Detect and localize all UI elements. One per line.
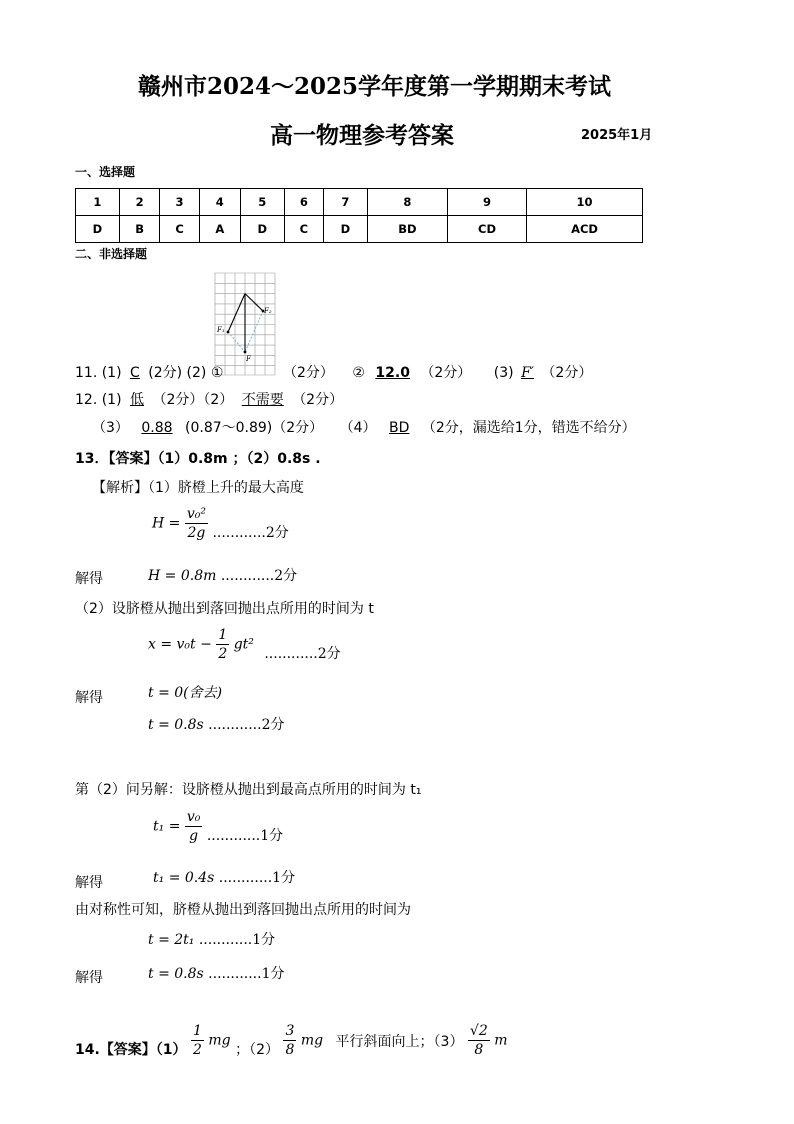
q13-eq5-text: t = 0.8s: [148, 717, 204, 733]
q13-eq6-fraction: [185, 808, 203, 845]
q12-answer4: BD: [389, 420, 410, 436]
answer-cell: D: [240, 216, 284, 243]
question-number: 7: [323, 189, 367, 216]
q13-eq3-lhs: x = v₀t −: [148, 636, 212, 653]
answer-cell: C: [160, 216, 199, 243]
q13-analysis: 【解析】（1）脐橙上升的最大高度: [92, 480, 304, 496]
q11-score2: （2分）: [283, 365, 334, 381]
answer-cell: A: [199, 216, 240, 243]
q11-number: 11.: [75, 365, 98, 381]
q13-symmetry: 由对称性可知，脐橙从抛出到落回抛出点所用的时间为: [75, 902, 411, 918]
q11-part2: (2): [186, 365, 207, 381]
q13-eq3-fraction: [216, 626, 229, 663]
q13-eq3: [148, 626, 341, 663]
q13-solve-label1: 解得: [75, 571, 103, 587]
q12-score4: （2分，漏选给1分，错选不给分）: [421, 420, 636, 436]
q14-line: [75, 1022, 507, 1059]
q12-answer2: 不需要: [241, 392, 284, 408]
q12-answer1: 低: [130, 392, 144, 408]
q13-eq1-num: v₀²: [186, 506, 206, 522]
q12-part3: （3）: [92, 420, 129, 436]
q14-f2-den: 8: [285, 1042, 295, 1058]
q13-solve-label3: 解得: [75, 875, 103, 891]
force-diagram: [214, 272, 276, 376]
vector-f1: [228, 294, 245, 332]
q12-score2: （2分）: [292, 392, 344, 408]
q14-f3-den: 8: [474, 1042, 484, 1058]
q13-eq2: [148, 565, 297, 585]
answer-table-header-row: [76, 189, 643, 216]
q14-f3-tail: m: [494, 1032, 508, 1049]
q13-eq9-text: t = 0.8s: [148, 966, 204, 982]
date: 2025年1月: [581, 128, 653, 143]
q11-answer2: 12.0: [375, 365, 410, 381]
q13-eq9-score: ............1分: [208, 966, 285, 982]
q11-part1: (1): [101, 365, 122, 381]
q13-eq3-num: 1: [218, 627, 228, 643]
title-line1: 赣州市2024～2025学年度第一学期期末考试: [138, 73, 612, 100]
q14-mid: 平行斜面向上；（3）: [335, 1033, 464, 1050]
q13-eq1: [152, 505, 289, 542]
q11-line-cont: [283, 362, 592, 382]
q14-sep1: ；（2）: [235, 1042, 279, 1058]
q13-eq5-score: ............2分: [208, 717, 285, 733]
q14-f3-num: √2: [469, 1023, 488, 1039]
answer-cell: C: [284, 216, 323, 243]
q14-label: 14.【答案】（1）: [75, 1042, 187, 1058]
q12-line2: [92, 417, 636, 437]
section-heading-choice: 一、选择题: [75, 165, 136, 179]
q13-eq7-text: t₁ = 0.4s: [153, 870, 215, 886]
question-number: 1: [76, 189, 120, 216]
q13-eq1-lhs: H =: [152, 515, 181, 532]
q13-eq6: [153, 808, 283, 845]
label-f2: F₂: [264, 307, 272, 315]
q13-eq7-score: ............1分: [218, 870, 296, 886]
answer-table: [75, 188, 643, 243]
answer-cell: D: [323, 216, 367, 243]
q14-fraction3: [468, 1022, 490, 1059]
q13-answer: 13．【答案】（1）0.8m ；（2）0.8s .: [75, 451, 321, 467]
label-f: F: [246, 355, 251, 363]
question-number: 6: [284, 189, 323, 216]
q13-eq1-score: ............2分: [212, 525, 289, 541]
q11-answer3: F′: [521, 365, 534, 381]
q13-eq6-den: g: [189, 828, 199, 844]
question-number: 4: [199, 189, 240, 216]
q11-circle1: ①: [210, 365, 224, 381]
q13-eq2-score: ............2分: [220, 568, 298, 584]
q11-score1: (2分): [148, 365, 183, 381]
q13-solve-label2: 解得: [75, 690, 103, 706]
q13-eq9: [148, 963, 284, 983]
q14-f1-den: 2: [193, 1042, 202, 1058]
question-number: 5: [240, 189, 284, 216]
answer-cell: BD: [367, 216, 447, 243]
answer-table-answer-row: [76, 216, 643, 243]
answer-cell: CD: [448, 216, 527, 243]
q13-eq1-den: 2g: [187, 525, 206, 541]
q13-eq8: [148, 929, 275, 949]
question-number: 10: [527, 189, 643, 216]
q13-eq3-score: ............2分: [264, 646, 341, 662]
q12-label: 12. (1): [75, 392, 122, 408]
q13-eq6-num: v₀: [186, 809, 201, 825]
q14-f2-num: 3: [285, 1023, 295, 1039]
vector-f2: [245, 294, 263, 311]
q11-score3: （2分）: [420, 365, 472, 381]
q12-score-part2: （2分）（2）: [152, 392, 234, 408]
question-number: 8: [367, 189, 447, 216]
q14-f1-num: 1: [193, 1023, 202, 1039]
question-number: 3: [160, 189, 199, 216]
q13-eq7: [153, 867, 295, 887]
question-number: 9: [448, 189, 527, 216]
q13-eq2-text: H = 0.8m: [148, 568, 217, 584]
q11-score4: （2分）: [541, 365, 593, 381]
q13-eq3-den: 2: [218, 646, 228, 662]
q12-answer3: 0.88: [141, 420, 173, 436]
q11-line: [75, 362, 223, 382]
q11-part3: (3): [493, 365, 514, 381]
force-vectors: [228, 294, 263, 352]
q12-part4: （4）: [339, 420, 377, 436]
label-f1: F₁: [217, 326, 225, 334]
q14-fraction1: [191, 1022, 204, 1059]
q13-eq3-rhs: gt²: [233, 636, 254, 653]
q13-alt: 第（2）问另解：设脐橙从抛出到最高点所用的时间为 t₁: [75, 782, 422, 798]
q13-eq8-score: ............1分: [198, 932, 276, 948]
q14-fraction2: [283, 1022, 296, 1059]
q13-solve-label4: 解得: [75, 970, 103, 986]
answer-cell: D: [76, 216, 120, 243]
q14-f2-tail: mg: [300, 1032, 324, 1049]
answer-cell: B: [119, 216, 160, 243]
q13-eq6-score: ............1分: [206, 828, 284, 844]
q14-f1-tail: mg: [208, 1032, 231, 1049]
answer-cell: ACD: [527, 216, 643, 243]
title-line2: 高一物理参考答案: [270, 122, 454, 149]
question-number: 2: [119, 189, 160, 216]
section-heading-nonchoice: 二、非选择题: [75, 247, 148, 261]
q11-answer1: C: [130, 365, 140, 381]
q13-eq1-fraction: [185, 505, 208, 542]
q13-eq6-lhs: t₁ =: [153, 818, 181, 835]
q12-range-score: (0.87～0.89)（2分）: [185, 420, 324, 436]
q13-part2: （2）设脐橙从抛出到落回抛出点所用的时间为 t: [75, 601, 374, 617]
q13-eq4: t = 0(舍去): [148, 685, 223, 701]
q12-line1: [75, 389, 343, 409]
q13-eq8-text: t = 2t₁: [148, 932, 195, 948]
q13-eq5: [148, 714, 284, 734]
q11-circle2: ②: [352, 365, 365, 381]
